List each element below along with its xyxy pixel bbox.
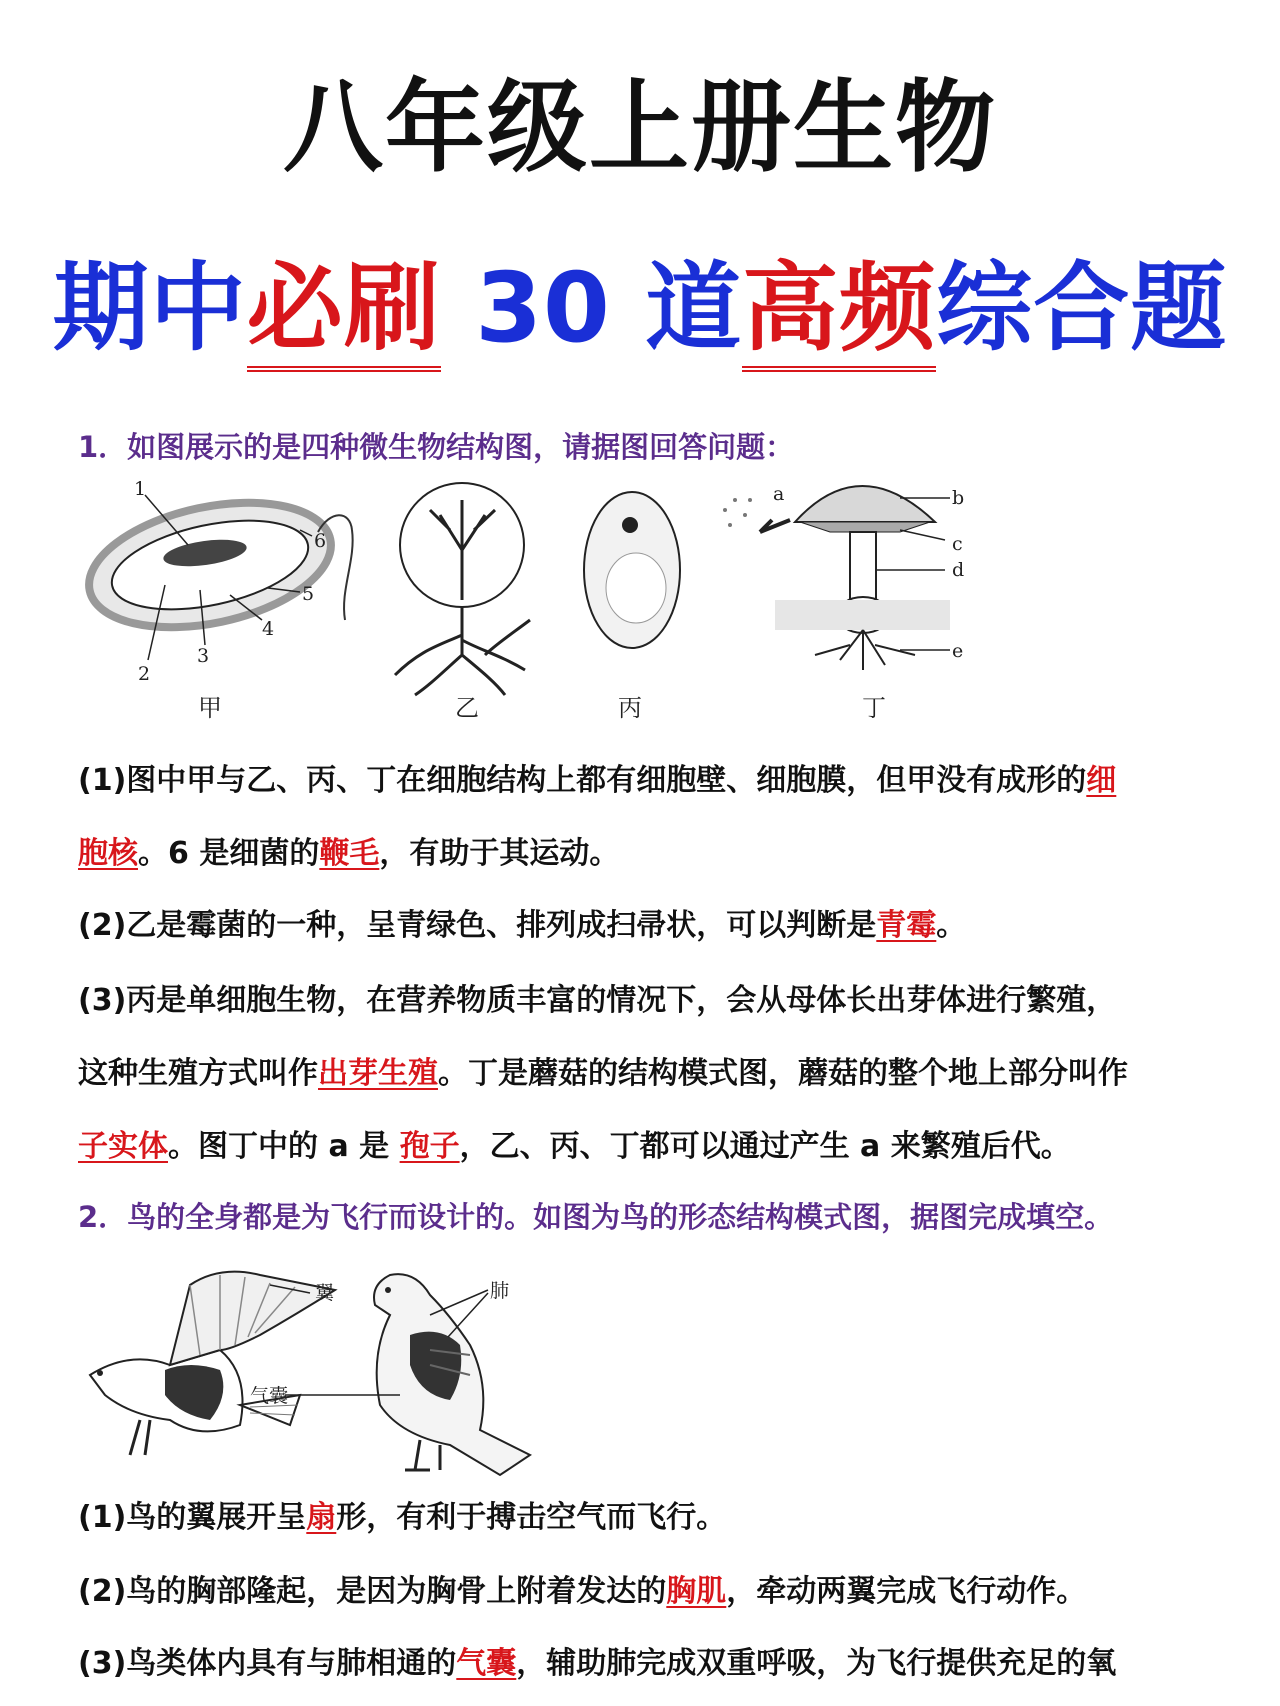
text: ，有助于其运动。 — [379, 836, 620, 871]
label-airsac: 气囊 — [250, 1385, 289, 1407]
q1-answer-3-line1: (3)丙是单细胞生物，在营养物质丰富的情况下，会从母体长出芽体进行繁殖， — [78, 983, 1117, 1018]
bacteria-label-1: 1 — [134, 478, 147, 500]
text: (1)鸟的翼展开呈 — [78, 1500, 307, 1535]
answer-blank: 扇 — [306, 1500, 337, 1535]
text: 。丁是蘑菇的结构模式图，蘑菇的整个地上部分叫作 — [438, 1056, 1128, 1091]
mushroom-label-c: c — [952, 533, 963, 555]
q2-answer-1 — [78, 1492, 1228, 1536]
bacteria-label-4: 4 — [262, 618, 275, 640]
caption-bing: 丙 — [618, 694, 642, 722]
subtitle-highlight: 必刷 — [247, 252, 441, 372]
answer-blank: 细 — [1086, 763, 1117, 798]
bird-figure — [70, 1255, 670, 1495]
caption-jia: 甲 — [198, 694, 222, 722]
flying-bird-diagram — [90, 1272, 335, 1455]
q1-answer-3-line3 — [78, 1121, 1228, 1165]
subtitle-part: 30 道 — [440, 252, 743, 364]
subtitle-part: 综合题 — [936, 252, 1228, 364]
answer-blank: 鞭毛 — [319, 836, 380, 871]
caption-ding: 丁 — [862, 694, 886, 722]
mushroom-label-b: b — [952, 487, 965, 509]
q1-answer-3-line2 — [78, 1048, 1228, 1092]
mushroom-label-e: e — [952, 640, 964, 662]
text: (2)乙是霉菌的一种，呈青绿色、排列成扫帚状，可以判断是 — [78, 908, 877, 943]
answer-blank: 胞核 — [78, 836, 138, 871]
bacteria-label-5: 5 — [302, 583, 315, 605]
page-title: 八年级上册生物 — [283, 69, 997, 186]
answer-blank: 青霉 — [876, 908, 937, 943]
bacteria-label-6: 6 — [314, 530, 327, 552]
q2-answer-3 — [78, 1638, 1228, 1682]
question-2-stem: 2．鸟的全身都是为飞行而设计的。如图为鸟的形态结构模式图，据图完成填空。 — [78, 1200, 1114, 1234]
text: 。6 是细菌的 — [138, 836, 320, 871]
bacteria-diagram — [78, 478, 353, 685]
text: 。 — [936, 908, 967, 943]
text: 形，有利于搏击空气而飞行。 — [336, 1500, 727, 1535]
bacteria-label-2: 2 — [138, 663, 151, 685]
q1-answer-1-line1 — [78, 755, 1228, 799]
text: ，牵动两翼完成飞行动作。 — [726, 1574, 1087, 1609]
text: ，乙、丙、丁都可以通过产生 a 来繁殖后代。 — [459, 1129, 1071, 1164]
subtitle-highlight: 高频 — [742, 252, 936, 372]
yeast-diagram — [584, 492, 680, 648]
answer-blank: 子实体 — [78, 1129, 168, 1164]
text: 这种生殖方式叫作 — [78, 1056, 318, 1091]
mushroom-diagram — [723, 483, 964, 670]
text: (3)鸟类体内具有与肺相通的 — [78, 1646, 457, 1681]
answer-blank: 胸肌 — [666, 1574, 727, 1609]
question-1-stem: 1．如图展示的是四种微生物结构图，请据图回答问题： — [78, 430, 795, 464]
penicillium-diagram — [395, 483, 530, 695]
answer-blank: 出芽生殖 — [318, 1056, 438, 1091]
subtitle-part: 期中 — [52, 252, 247, 364]
q1-answer-1-line2 — [78, 828, 1228, 872]
label-lung: 肺 — [490, 1280, 510, 1302]
text: (1)图中甲与乙、丙、丁在细胞结构上都有细胞壁、细胞膜，但甲没有成形的 — [78, 763, 1087, 798]
mushroom-label-a: a — [773, 483, 785, 505]
page-subtitle — [0, 252, 1280, 364]
bacteria-label-3: 3 — [197, 645, 210, 667]
answer-blank: 孢子 — [399, 1129, 460, 1164]
text: ，辅助肺完成双重呼吸，为飞行提供充足的氧 — [516, 1646, 1117, 1681]
text: (2)鸟的胸部隆起，是因为胸骨上附着发达的 — [78, 1574, 667, 1609]
caption-yi: 乙 — [455, 694, 479, 722]
mushroom-label-d: d — [952, 559, 965, 581]
label-wing: 翼 — [315, 1282, 335, 1304]
q1-answer-2 — [78, 900, 1228, 944]
text: 。图丁中的 a 是 — [168, 1129, 390, 1164]
answer-blank: 气囊 — [456, 1646, 517, 1681]
q2-answer-2 — [78, 1566, 1228, 1610]
